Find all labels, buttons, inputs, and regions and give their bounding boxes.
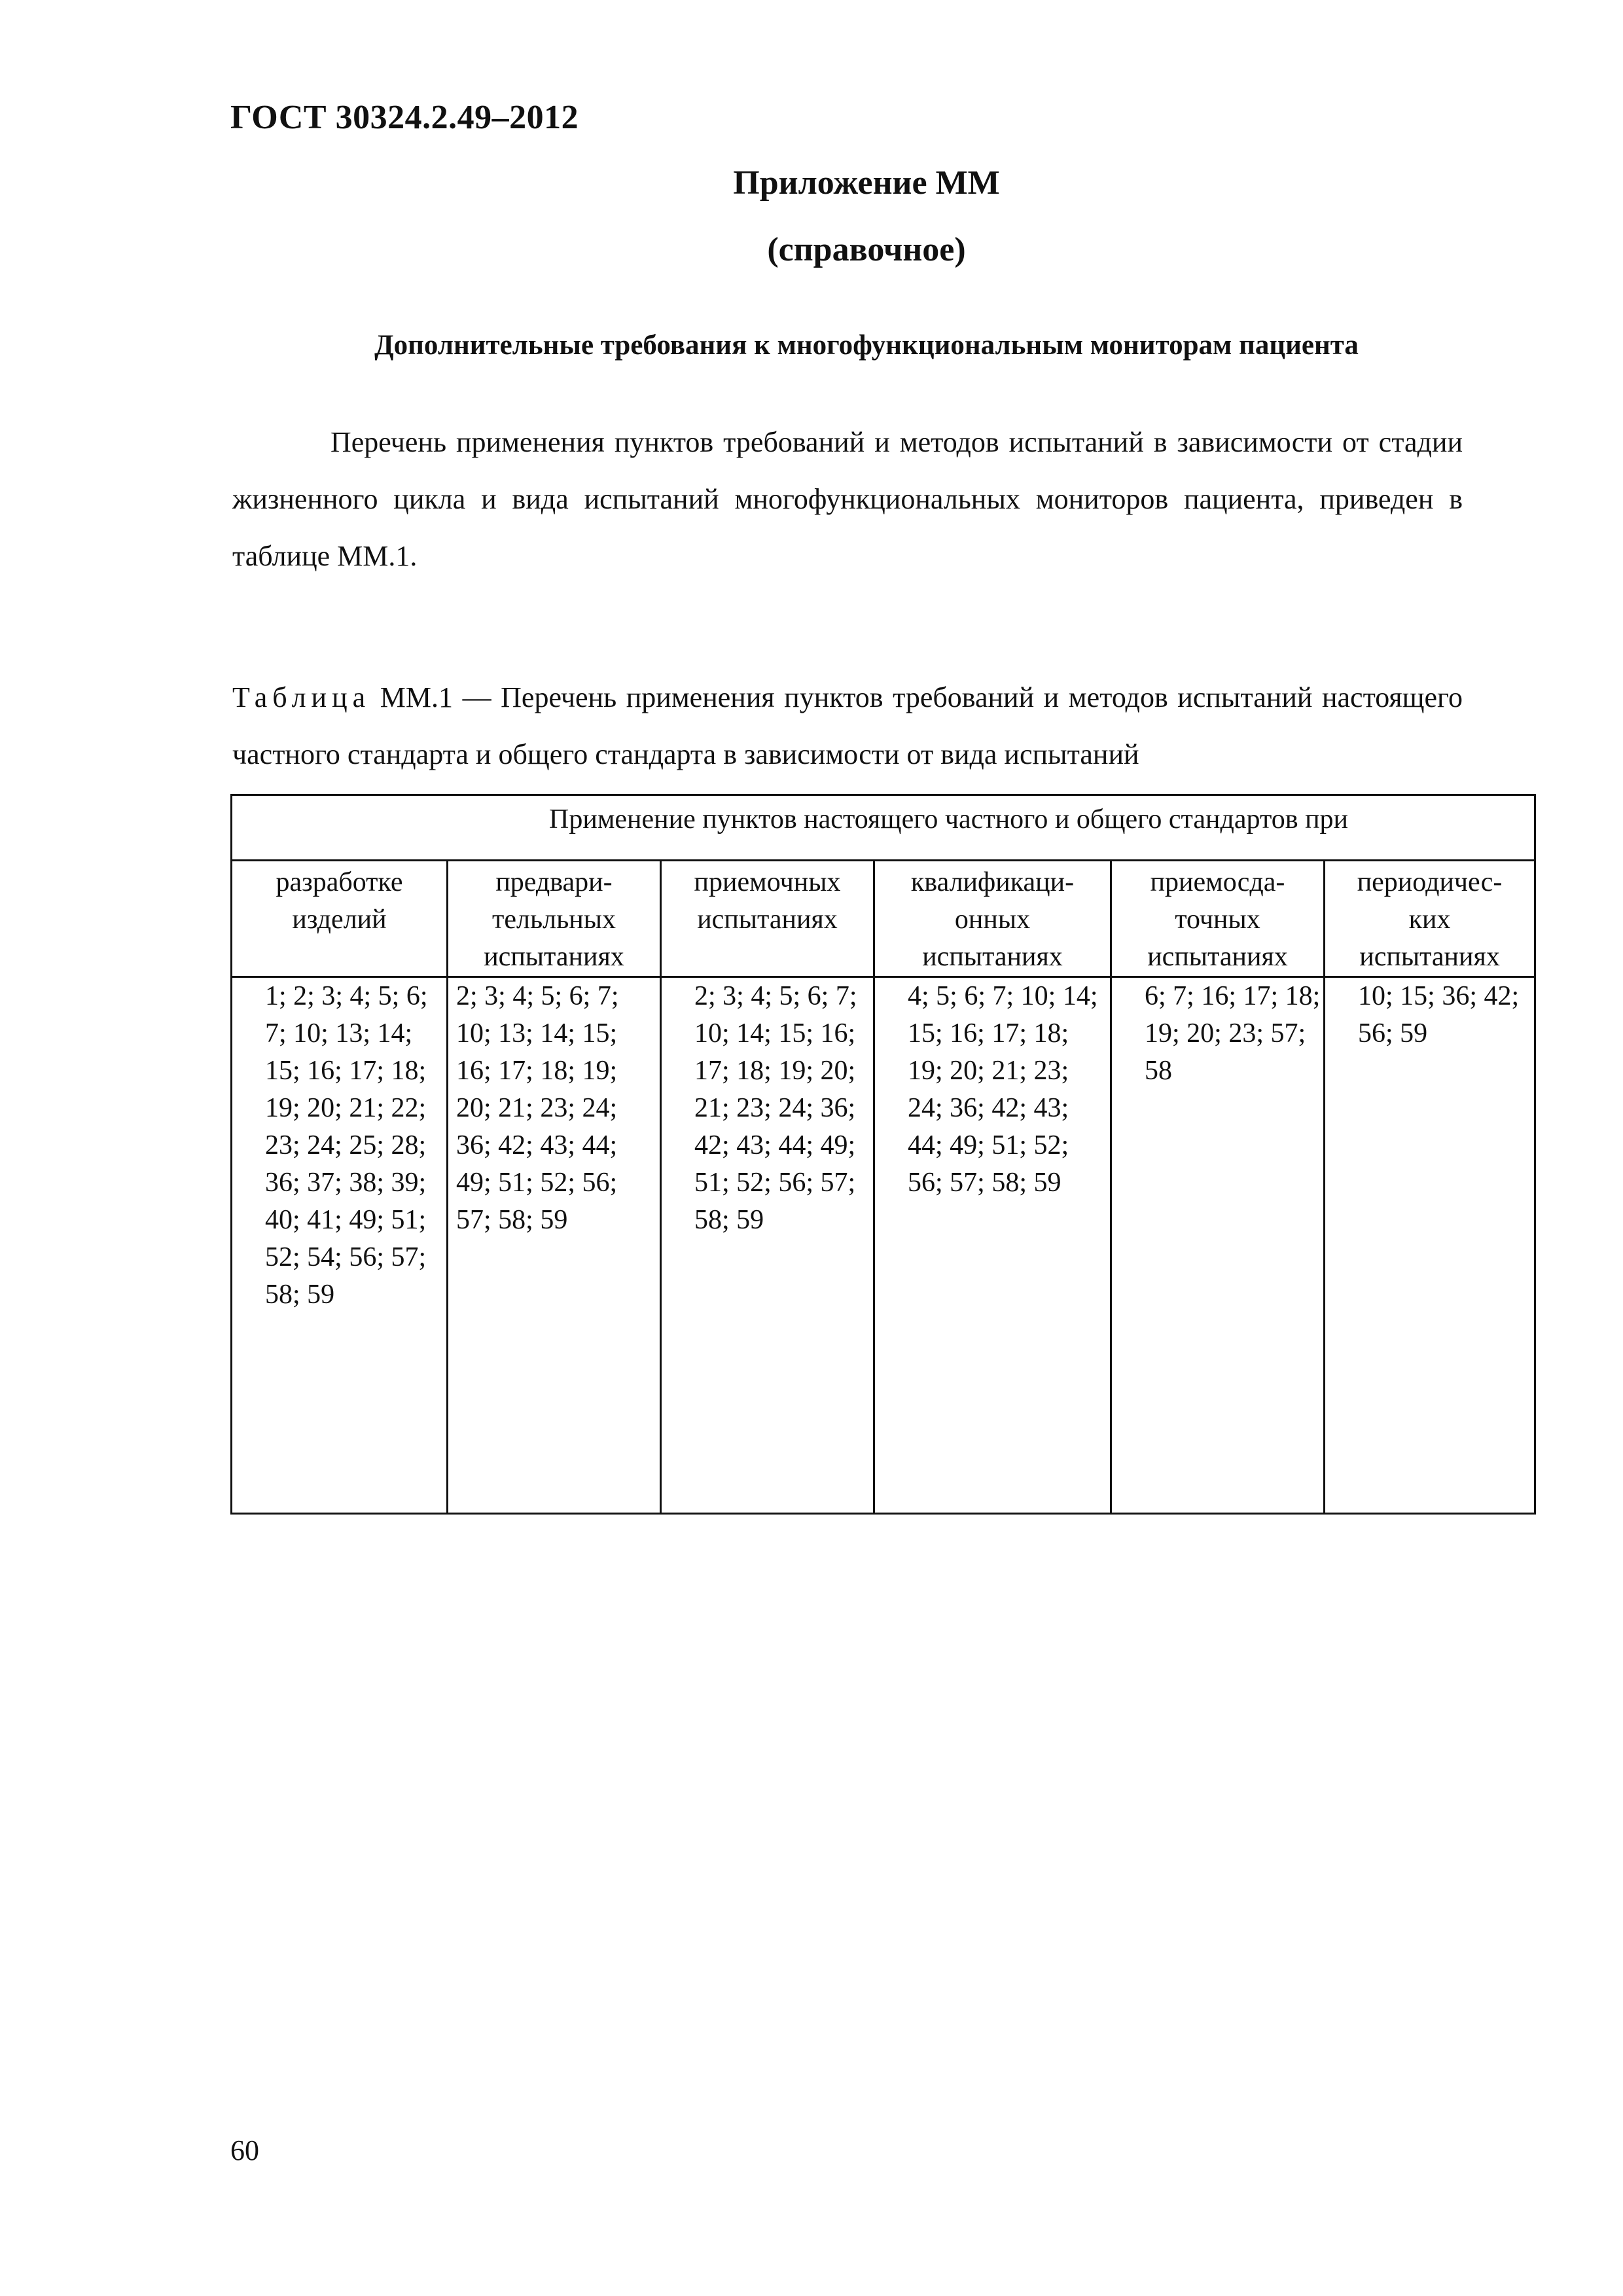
column-header-line: тельльных <box>492 905 616 935</box>
column-header-line: ких <box>1408 905 1451 935</box>
appendix-subtitle: (справочное) <box>767 231 966 268</box>
column-header-line: испытаниях <box>1147 942 1288 972</box>
appendix-title: Приложение ММ <box>733 164 1000 202</box>
intro-paragraph: Перечень применения пунктов требований и методов испытаний в зависимости от стадии жизненного цикла и вида испытаний многофункциональных мониторов пациента, приведен в таблице ММ.1. <box>232 426 1463 572</box>
cell-development: 1; 2; 3; 4; 5; 6; 7; 10; 13; 14; 15; 16; 17; 18; 19; 20; 21; 22; 23; 24; 25; 28; 36; 37; 38; 39; 40; 41; 49; 51; 52; 54; 56; 57; 58; 59 <box>232 977 448 1514</box>
column-header-preliminary <box>448 861 661 977</box>
column-header-line: периодичес- <box>1357 867 1503 897</box>
column-header-line: испытаниях <box>484 942 624 972</box>
column-header-line: испытаниях <box>697 905 838 935</box>
table-header-row <box>232 795 1535 861</box>
table-header-cell: Применение пунктов настоящего частного и общего стандартов при <box>232 795 1535 861</box>
cell-delivery: 6; 7; 16; 17; 18; 19; 20; 23; 57; 58 <box>1111 977 1325 1514</box>
page-number: 60 <box>230 2134 259 2166</box>
column-header-line: онных <box>954 905 1031 935</box>
column-header-acceptance <box>661 861 874 977</box>
table-caption-label: Таблица <box>232 681 371 713</box>
document-code: ГОСТ 30324.2.49–2012 <box>230 99 579 136</box>
cell-qualification: 4; 5; 6; 7; 10; 14; 15; 16; 17; 18; 19; 20; 21; 23; 24; 36; 42; 43; 44; 49; 51; 52; 56; 57; 58; 59 <box>874 977 1111 1514</box>
column-header-line: испытаниях <box>1359 942 1500 972</box>
cell-periodic: 10; 15; 36; 42; 56; 59 <box>1325 977 1535 1514</box>
appendix-heading: Дополнительные требования к многофункциональным мониторам пациента <box>374 330 1359 361</box>
table-caption <box>232 669 1463 783</box>
column-header-line: изделий <box>292 905 387 935</box>
requirements-table <box>230 794 1536 1515</box>
table-caption-text: ММ.1 — Перечень применения пунктов требований и методов испытаний настоящего частного стандарта и общего стандарта в зависимости от вида испытаний <box>232 681 1463 770</box>
column-header-line: квалификаци- <box>910 867 1075 897</box>
column-header-line: точных <box>1175 905 1260 935</box>
column-header-qualification <box>874 861 1111 977</box>
column-header-line: приемосда- <box>1150 867 1285 897</box>
column-header-line: предвари- <box>495 867 613 897</box>
table-data-row <box>232 977 1535 1514</box>
column-header-development <box>232 861 448 977</box>
column-header-line: разработке <box>276 867 403 897</box>
cell-acceptance: 2; 3; 4; 5; 6; 7; 10; 14; 15; 16; 17; 18; 19; 20; 21; 23; 24; 36; 42; 43; 44; 49; 51; 52; 56; 57; 58; 59 <box>661 977 874 1514</box>
table-column-header-row <box>232 861 1535 977</box>
cell-preliminary: 2; 3; 4; 5; 6; 7; 10; 13; 14; 15; 16; 17; 18; 19; 20; 21; 23; 24; 36; 42; 43; 44; 49; 51; 52; 56; 57; 58; 59 <box>448 977 661 1514</box>
column-header-line: приемочных <box>694 867 841 897</box>
column-header-line: испытаниях <box>922 942 1063 972</box>
column-header-periodic <box>1325 861 1535 977</box>
column-header-delivery <box>1111 861 1325 977</box>
